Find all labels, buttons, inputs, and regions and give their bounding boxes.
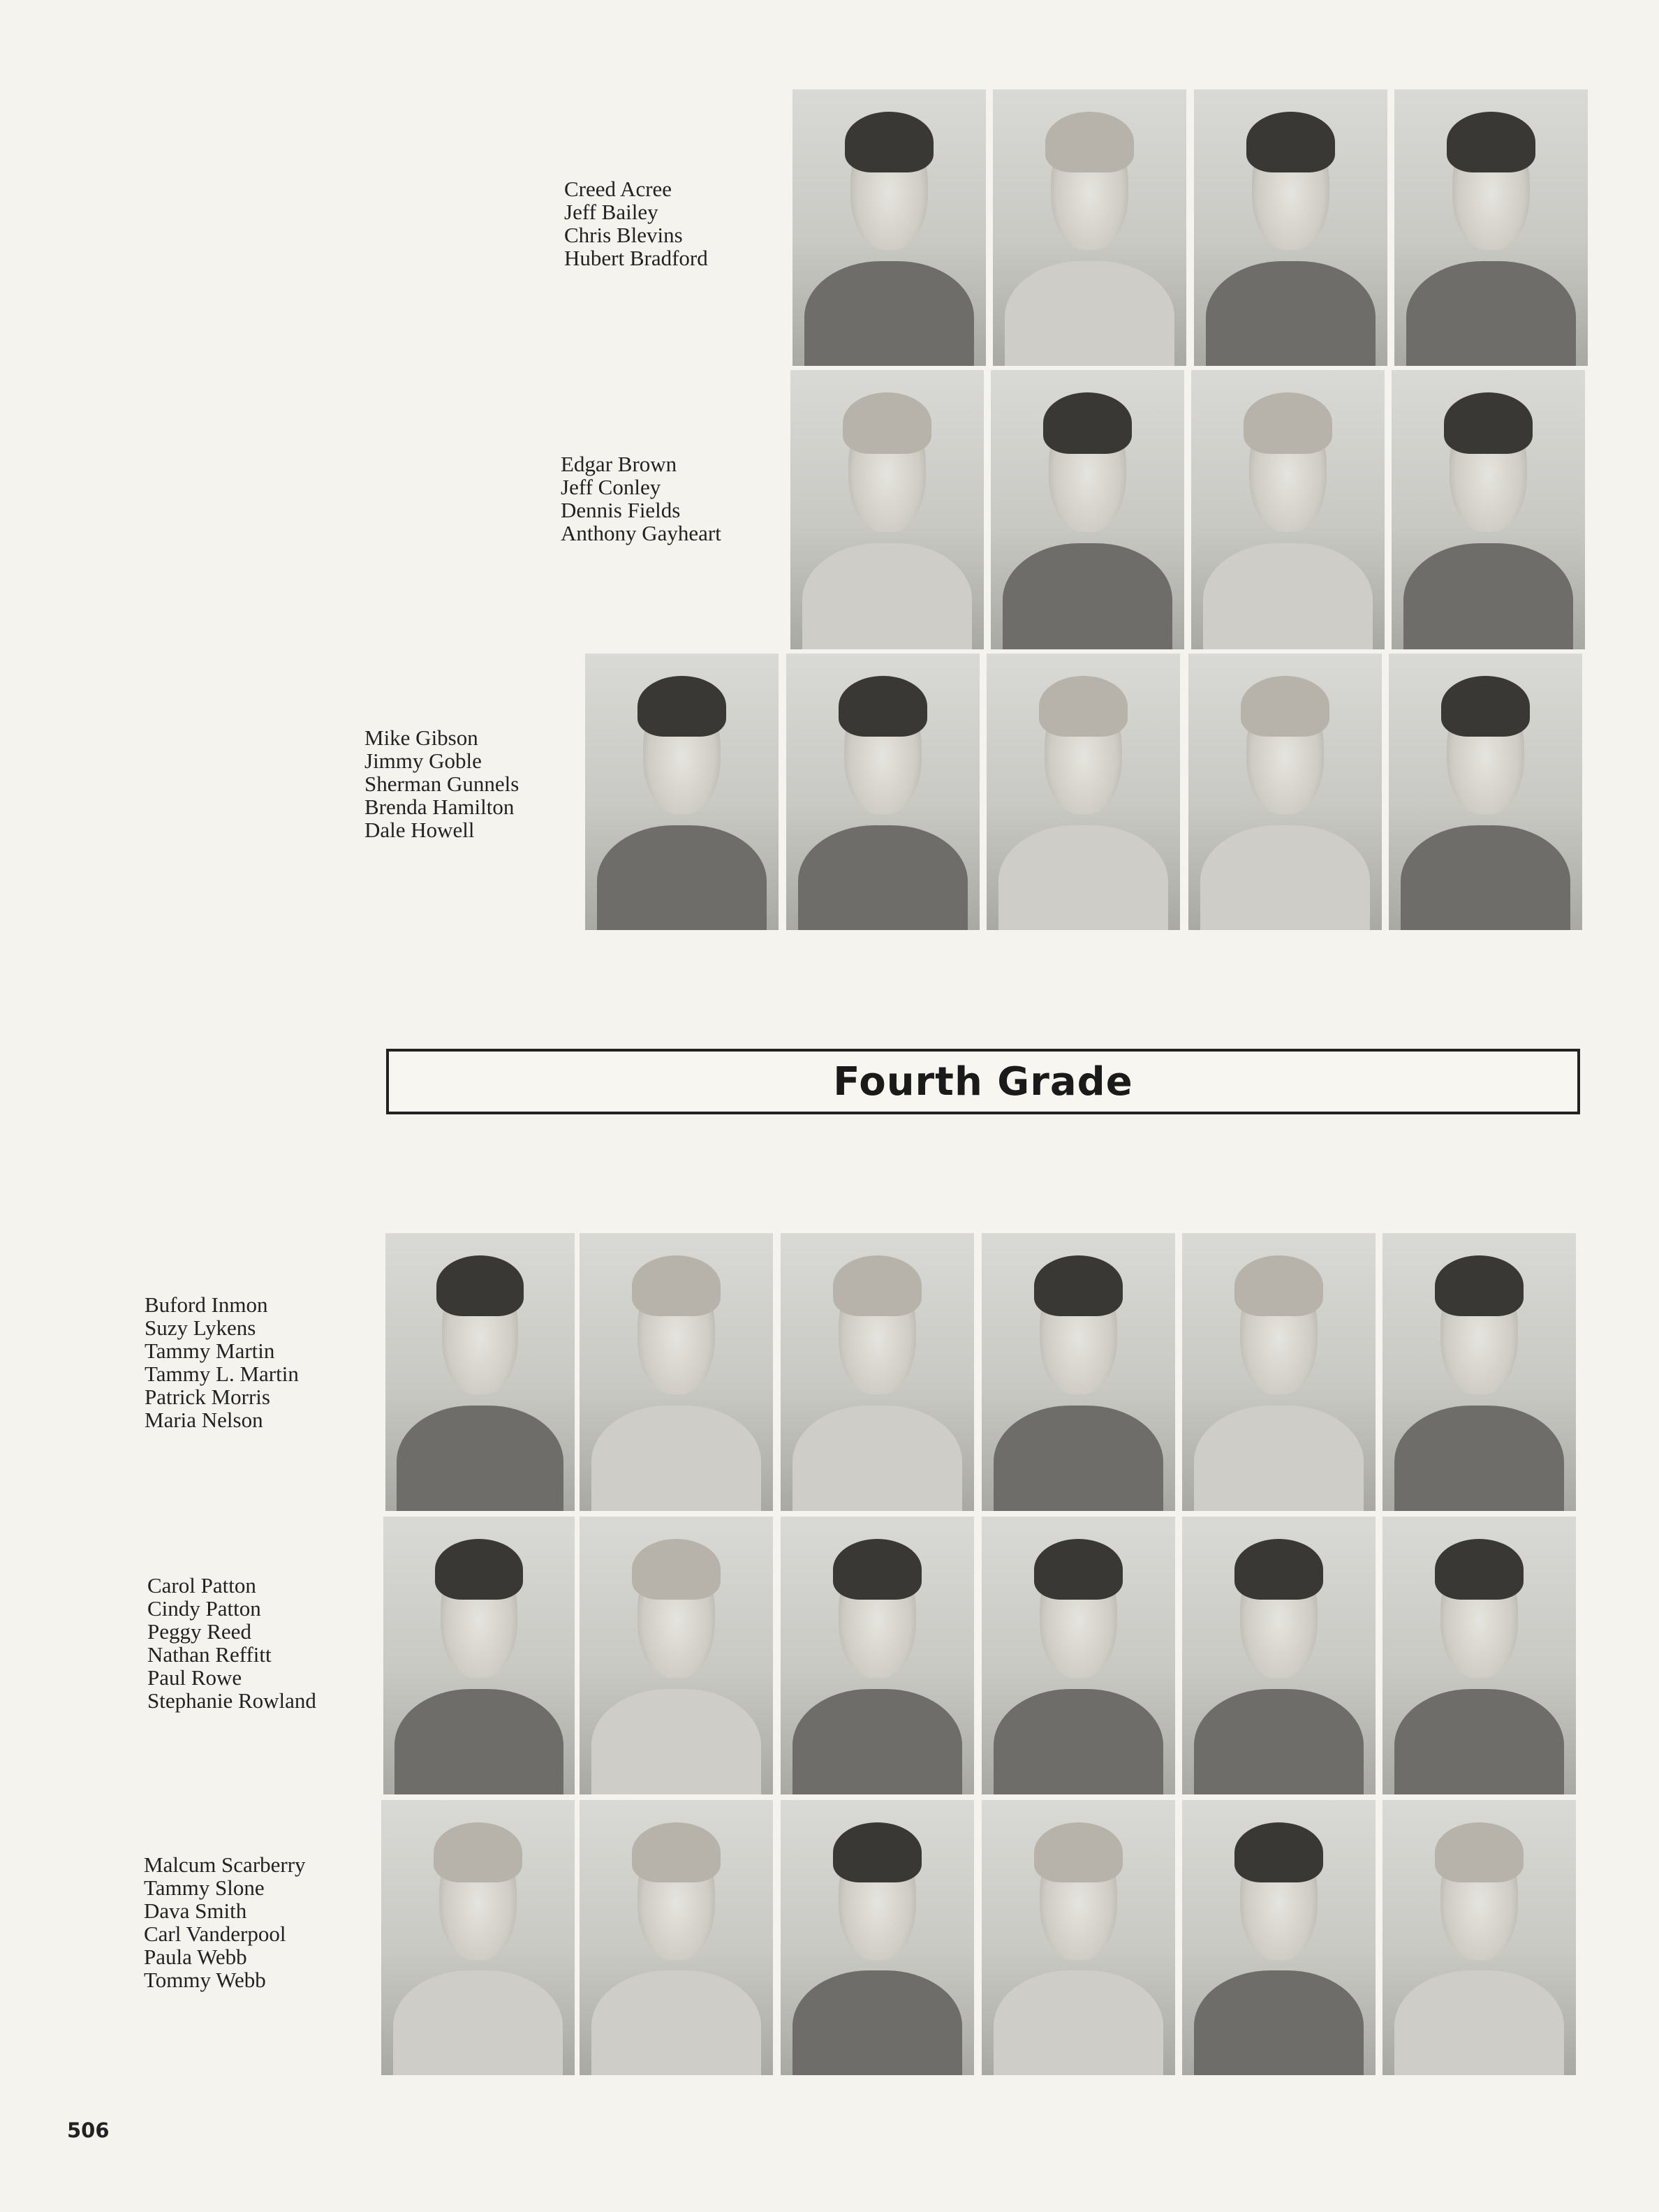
student-portrait xyxy=(580,1233,773,1511)
student-name: Maria Nelson xyxy=(145,1408,263,1432)
student-portrait xyxy=(993,89,1186,366)
student-name: Cindy Patton xyxy=(147,1596,261,1621)
student-name: Dava Smith xyxy=(144,1898,247,1923)
student-name: Creed Acree xyxy=(564,177,672,201)
student-name: Paula Webb xyxy=(144,1945,247,1969)
name-list-row-5 xyxy=(147,1574,316,1712)
page-number: 506 xyxy=(67,2118,110,2142)
student-name: Brenda Hamilton xyxy=(364,795,515,819)
student-portrait xyxy=(991,370,1184,649)
student-portrait xyxy=(383,1517,575,1794)
student-name: Chris Blevins xyxy=(564,223,683,247)
student-portrait xyxy=(1182,1800,1376,2075)
student-portrait xyxy=(781,1517,974,1794)
student-name: Sherman Gunnels xyxy=(364,772,519,796)
student-portrait xyxy=(385,1233,575,1511)
student-name: Buford Inmon xyxy=(145,1292,268,1317)
student-portrait xyxy=(580,1517,773,1794)
name-list-row-4 xyxy=(145,1293,299,1431)
student-name: Tammy L. Martin xyxy=(145,1362,299,1386)
student-name: Malcum Scarberry xyxy=(144,1852,306,1877)
student-portrait xyxy=(1382,1233,1576,1511)
student-portrait xyxy=(1182,1233,1376,1511)
student-portrait xyxy=(982,1233,1175,1511)
student-portrait xyxy=(1191,370,1385,649)
student-portrait xyxy=(585,654,779,930)
student-portrait xyxy=(792,89,986,366)
name-list-row-3 xyxy=(364,726,519,841)
student-portrait xyxy=(580,1800,773,2075)
student-name: Carol Patton xyxy=(147,1573,256,1598)
student-name: Jeff Bailey xyxy=(564,200,658,224)
student-name: Mike Gibson xyxy=(364,725,478,750)
student-name: Tommy Webb xyxy=(144,1968,266,1992)
student-name: Suzy Lykens xyxy=(145,1315,256,1340)
student-portrait xyxy=(982,1800,1175,2075)
student-name: Paul Rowe xyxy=(147,1665,242,1690)
section-title: Fourth Grade xyxy=(833,1059,1133,1105)
student-name: Anthony Gayheart xyxy=(561,521,721,545)
student-portrait xyxy=(1182,1517,1376,1794)
name-list-row-2 xyxy=(561,452,721,545)
student-name: Edgar Brown xyxy=(561,452,677,476)
student-portrait xyxy=(790,370,984,649)
student-name: Hubert Bradford xyxy=(564,246,708,270)
student-portrait xyxy=(982,1517,1175,1794)
student-portrait xyxy=(1392,370,1585,649)
student-portrait xyxy=(381,1800,575,2075)
student-portrait xyxy=(781,1233,974,1511)
student-name: Tammy Martin xyxy=(145,1339,275,1363)
student-name: Stephanie Rowland xyxy=(147,1688,316,1713)
student-name: Tammy Slone xyxy=(144,1875,265,1900)
student-name: Dennis Fields xyxy=(561,498,681,522)
student-name: Jimmy Goble xyxy=(364,749,482,773)
student-portrait xyxy=(1389,654,1582,930)
student-name: Patrick Morris xyxy=(145,1385,270,1409)
student-portrait xyxy=(1382,1517,1576,1794)
name-list-row-1 xyxy=(564,177,708,270)
student-portrait xyxy=(781,1800,974,2075)
student-portrait xyxy=(1382,1800,1576,2075)
student-portrait xyxy=(786,654,980,930)
student-name: Carl Vanderpool xyxy=(144,1922,286,1946)
student-name: Dale Howell xyxy=(364,818,475,842)
student-name: Nathan Reffitt xyxy=(147,1642,272,1667)
student-portrait xyxy=(1394,89,1588,366)
section-heading-box xyxy=(386,1049,1580,1114)
name-list-row-6 xyxy=(144,1853,306,1991)
student-portrait xyxy=(1188,654,1382,930)
student-name: Peggy Reed xyxy=(147,1619,251,1644)
student-portrait xyxy=(1194,89,1387,366)
student-portrait xyxy=(987,654,1180,930)
student-name: Jeff Conley xyxy=(561,475,661,499)
